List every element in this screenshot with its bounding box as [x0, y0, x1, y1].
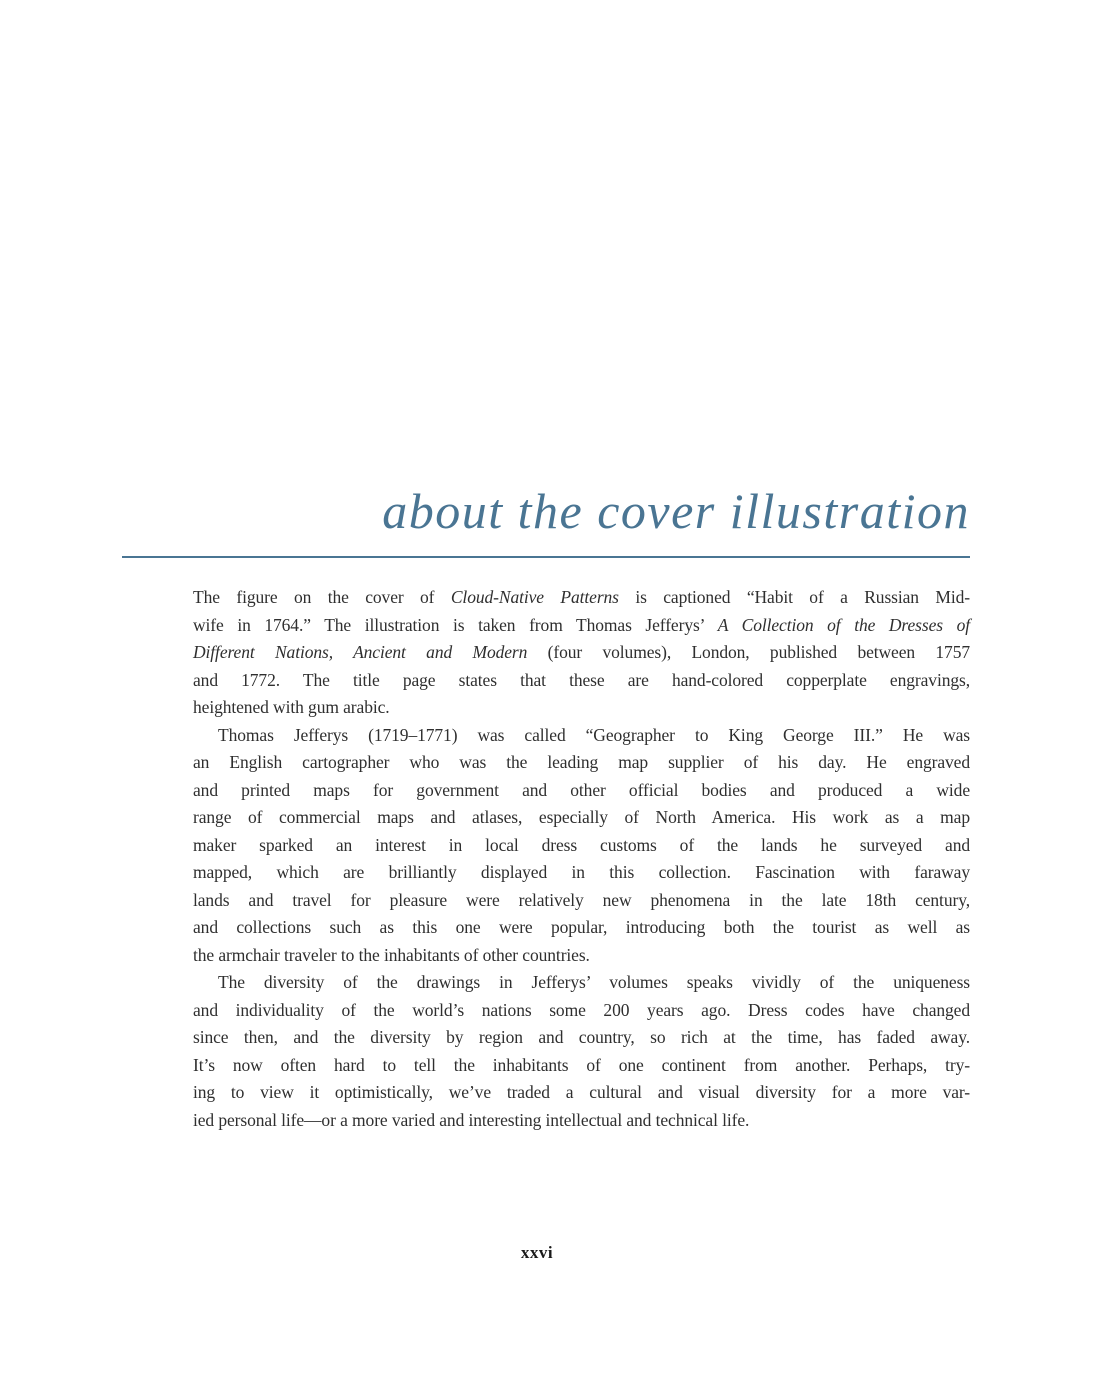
text-line: [193, 612, 970, 640]
text-line: [193, 694, 970, 722]
text-line: [193, 914, 970, 942]
text-run: since then, and the diversity by region and country, so rich at the time, has faded away.: [193, 1027, 970, 1047]
chapter-title-block: [122, 483, 970, 541]
text-run: is captioned “Habit of a Russian Mid-: [618, 587, 970, 607]
text-line: [193, 722, 970, 750]
text-line: [193, 969, 970, 997]
text-line: [193, 1024, 970, 1052]
body-text: [193, 584, 970, 1134]
paragraph: [193, 722, 970, 970]
text-line: [193, 997, 970, 1025]
italic-text-run: Cloud-Native Patterns: [450, 587, 619, 607]
text-run: wife in 1764.” The illustration is taken from Thomas Jefferys’: [193, 614, 718, 635]
title-rule: [122, 556, 970, 558]
text-line: [193, 859, 970, 887]
text-run: lands and travel for pleasure were relatively new phenomena in the late 18th century,: [193, 889, 970, 910]
text-line: [193, 777, 970, 805]
text-run: (four volumes), London, published between 1757: [527, 642, 970, 662]
italic-text-run: A Collection of the Dresses of: [717, 614, 970, 635]
page-title: about the cover illustration: [382, 483, 970, 539]
italic-text-run: Different Nations, Ancient and Modern: [193, 642, 528, 662]
text-line: [193, 1079, 970, 1107]
text-run: an English cartographer who was the leading map supplier of his day. He engraved: [193, 752, 970, 772]
text-run: and 1772. The title page states that these are hand-colored copperplate engravings,: [193, 669, 970, 690]
text-line: [193, 584, 970, 612]
paragraph: [193, 969, 970, 1134]
text-run: ied personal life—or a more varied and interesting intellectual and technical life.: [193, 1109, 750, 1130]
text-run: maker sparked an interest in local dress customs of the lands he surveyed and: [193, 834, 970, 855]
text-run: The diversity of the drawings in Jefferys’ volumes speaks vividly of the uniqueness: [218, 972, 970, 992]
text-line: [193, 942, 970, 970]
text-run: The figure on the cover of: [193, 587, 451, 607]
text-run: and printed maps for government and other official bodies and produced a wide: [193, 779, 970, 800]
text-run: mapped, which are brilliantly displayed in this collection. Fascination with faraway: [193, 862, 970, 882]
text-line: [193, 667, 970, 695]
text-line: [193, 887, 970, 915]
text-line: [193, 749, 970, 777]
paragraph: [193, 584, 970, 722]
text-run: the armchair traveler to the inhabitants of other countries.: [193, 944, 590, 965]
page-footer: [0, 1243, 1074, 1263]
text-run: ing to view it optimistically, we’ve traded a cultural and visual diversity for a more var-: [193, 1082, 970, 1102]
text-run: Thomas Jefferys (1719–1771) was called “Geographer to King George III.” He was: [218, 724, 970, 745]
text-run: heightened with gum arabic.: [193, 697, 390, 717]
text-run: and collections such as this one were popular, introducing both the tourist as well as: [193, 917, 970, 937]
text-run: It’s now often hard to tell the inhabitants of one continent from another. Perhaps, try-: [193, 1054, 970, 1075]
text-line: [193, 804, 970, 832]
text-line: [193, 1107, 970, 1135]
text-run: range of commercial maps and atlases, especially of North America. His work as a map: [193, 807, 970, 827]
text-line: [193, 1052, 970, 1080]
text-run: and individuality of the world’s nations some 200 years ago. Dress codes have changed: [193, 999, 970, 1020]
text-line: [193, 832, 970, 860]
text-line: [193, 639, 970, 667]
page-number: xxvi: [520, 1243, 554, 1262]
